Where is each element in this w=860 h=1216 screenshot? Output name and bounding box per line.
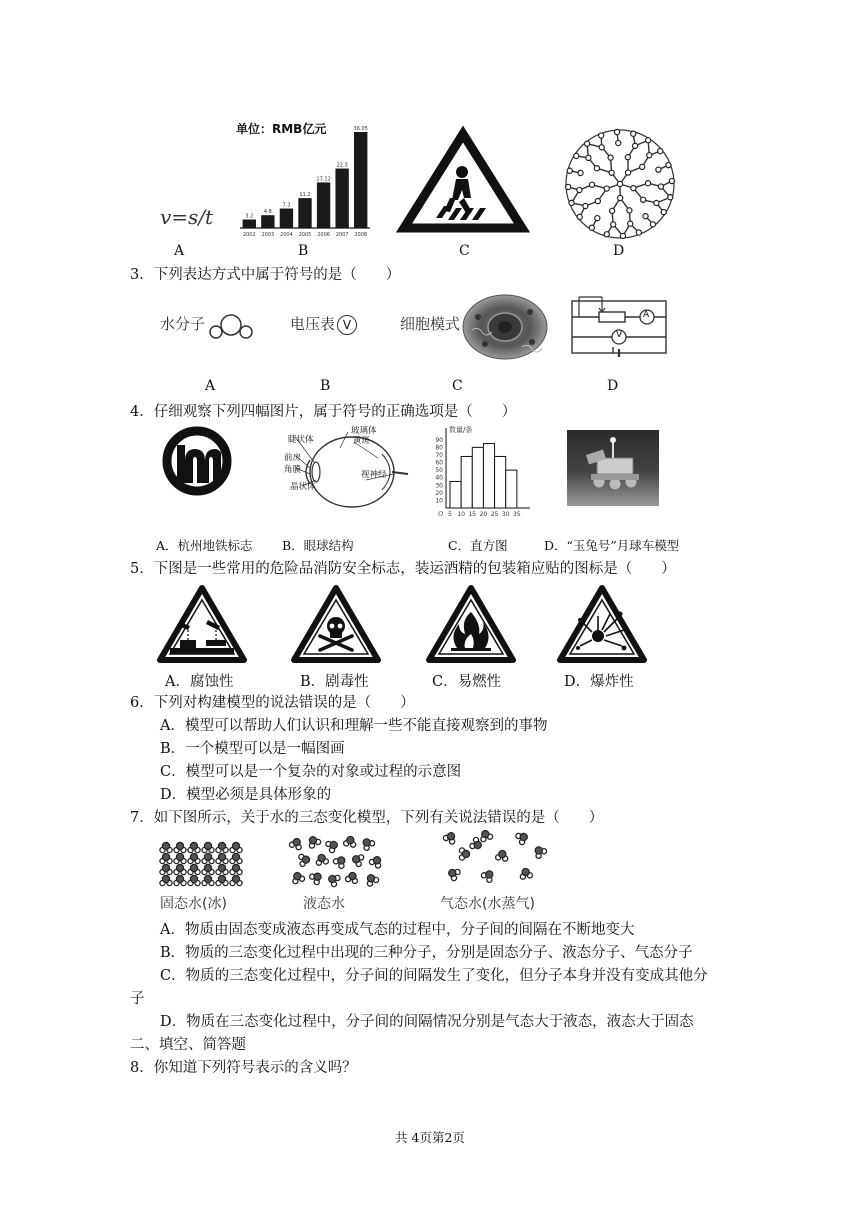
atom — [654, 200, 659, 205]
x-tick-15: 15 — [468, 511, 477, 518]
water-molecule — [160, 842, 172, 852]
atom — [636, 230, 641, 235]
oxygen-atom — [176, 875, 183, 882]
q7-option-b: B．物质的三态变化过程中出现的三种分子，分别是固态分子、液态分子、气态分子 — [160, 945, 693, 961]
water-molecule — [230, 864, 242, 874]
q6-title: 6．下列对构建模型的说法错误的是（ ） — [130, 695, 415, 711]
atom — [594, 166, 599, 171]
q4-title: 4．仔细观察下列四幅图片，属于符号的正确选项是（ ） — [130, 404, 517, 420]
atom — [616, 140, 621, 145]
water-molecule — [332, 854, 348, 870]
atom — [625, 155, 630, 160]
oxygen-atom — [204, 875, 211, 882]
eye-label-cornea: 角膜 — [284, 465, 302, 475]
oxygen-atom — [218, 842, 225, 849]
q3-label-c: C — [452, 378, 463, 394]
oxygen-atom — [204, 853, 211, 860]
q3-title: 3．下列表达方式中属于符号的是（ ） — [130, 267, 401, 283]
voltmeter-symbol — [337, 315, 357, 335]
atom — [641, 197, 646, 202]
cell-model-picture — [460, 292, 550, 362]
eye-label-vitreous: 玻璃体 — [351, 426, 377, 436]
atom — [668, 195, 673, 200]
water-molecule — [306, 834, 322, 849]
water-molecule — [351, 852, 365, 867]
water-molecule — [442, 830, 458, 845]
water-molecule — [298, 853, 310, 867]
water-molecule — [202, 842, 214, 852]
atom — [604, 232, 609, 237]
oxygen-atom — [190, 875, 197, 882]
eye-label-anterior-chamber: 前房 — [284, 453, 302, 463]
histogram — [424, 424, 534, 520]
atom — [614, 129, 619, 134]
water-molecule — [202, 853, 214, 863]
tick-label-2002: 2002 — [242, 232, 256, 238]
page-footer: 共 4页第2页 — [395, 1130, 465, 1145]
atom — [578, 170, 583, 175]
q3-label-b: B — [320, 378, 331, 394]
atom — [627, 208, 632, 213]
water-molecule — [345, 871, 359, 884]
atom — [618, 195, 623, 200]
water-molecule — [174, 875, 186, 885]
q2-figure-c-pedestrian-crossing-sign — [398, 128, 528, 238]
q8-title: 8．你知道下列符号表示的含义吗？ — [130, 1060, 357, 1076]
origin-label: O — [438, 511, 443, 518]
water-molecule-icon — [207, 314, 257, 340]
bar-2006 — [317, 182, 330, 228]
water-molecule-text: 水分子 — [160, 315, 206, 333]
atom — [643, 214, 648, 219]
chart-unit-label: 单位：RMB亿元 — [236, 122, 327, 136]
water-molecule — [289, 837, 304, 851]
atom — [585, 141, 590, 146]
data-label-2008: 36.05 — [353, 126, 368, 132]
atom — [574, 153, 579, 158]
yutu-rover-photo — [567, 430, 659, 506]
x-tick-30: 30 — [501, 511, 510, 518]
water-molecule — [174, 864, 186, 874]
tick-label-2007: 2007 — [335, 232, 349, 238]
eye-label-macula: 黄斑 — [353, 436, 371, 446]
water-molecule — [519, 867, 533, 879]
solid-water-label: 固态水(冰) — [160, 896, 227, 912]
water-molecule — [230, 875, 242, 885]
atom — [669, 178, 674, 183]
histogram-bar-5-10 — [450, 481, 461, 508]
water-molecule — [230, 842, 242, 852]
voltmeter-symbol-letter: V — [342, 318, 352, 332]
oxygen-atom — [218, 864, 225, 871]
bar-2007 — [335, 169, 348, 228]
oxygen-atom — [176, 842, 183, 849]
tick-label-2008: 2008 — [354, 232, 368, 238]
data-label-2007: 22.3 — [336, 162, 348, 169]
histogram-svg — [424, 424, 534, 520]
y-tick-60: 60 — [435, 459, 443, 467]
water-molecule — [160, 853, 172, 863]
tick-label-2003: 2003 — [261, 232, 275, 238]
q5-option-d: D．爆炸性 — [564, 674, 634, 690]
water-molecule — [459, 848, 469, 860]
oxygen-atom — [162, 875, 169, 882]
water-molecule — [202, 875, 214, 885]
tick-label-2006: 2006 — [317, 232, 330, 238]
oxygen-atom — [317, 854, 325, 862]
oxygen-atom — [162, 853, 169, 860]
q6-option-d: D．模型必须是具体形象的 — [160, 787, 332, 803]
q3-label-a: A — [205, 378, 216, 394]
water-molecule — [160, 875, 172, 885]
oxygen-atom — [232, 853, 239, 860]
oxygen-atom — [176, 853, 183, 860]
atom — [595, 198, 600, 203]
atom — [565, 184, 570, 189]
q4-option-d: D．“玉兔号”月球车模型 — [544, 538, 680, 553]
q6-option-a: A．模型可以帮助人们认识和理解一些不能直接观察到的事物 — [160, 718, 548, 734]
tick-label-2004: 2004 — [280, 232, 293, 238]
oxygen-atom — [462, 850, 469, 857]
ammeter-letter: A — [643, 310, 650, 320]
y-tick-90: 90 — [435, 436, 443, 444]
atom — [599, 133, 604, 138]
voltmeter-letter: V — [616, 330, 623, 340]
hangzhou-metro-logo — [161, 425, 233, 497]
water-molecule — [309, 870, 325, 886]
circuit-diagram — [569, 293, 669, 355]
histogram-bar-25-30 — [495, 456, 506, 508]
x-tick-10: 10 — [457, 511, 465, 518]
water-molecule — [216, 853, 228, 863]
oxygen-atom — [498, 850, 506, 858]
atom — [645, 181, 650, 186]
atom — [577, 187, 582, 192]
oxygen-atom — [218, 875, 225, 882]
data-label-2006: 17.12 — [316, 176, 331, 183]
atom — [617, 181, 622, 186]
q3-figure-a — [160, 313, 205, 334]
eye-label-lens: 晶状体 — [290, 482, 316, 492]
oxygen-atom — [232, 864, 239, 871]
data-label-2003: 4.8 — [263, 209, 272, 216]
q4-option-c: C．直方图 — [448, 538, 508, 553]
atom — [608, 155, 613, 160]
water-molecule — [216, 864, 228, 874]
bar-2003 — [261, 215, 274, 228]
atom — [620, 233, 625, 238]
q6-option-c: C．模型可以是一个复杂的对象或过程的示意图 — [160, 764, 462, 780]
q3-figure-c — [400, 313, 460, 334]
atom — [632, 143, 637, 148]
bar-2005 — [298, 198, 311, 228]
water-molecule — [230, 853, 242, 863]
water-molecule — [188, 853, 200, 863]
atom — [586, 155, 591, 160]
tick-label-2005: 2005 — [298, 232, 312, 238]
q2-label-b: B — [298, 243, 309, 259]
atom — [599, 145, 604, 150]
q5-title: 5．下图是一些常用的危险品消防安全标志，装运酒精的包装箱应贴的图标是（ ） — [130, 561, 676, 577]
data-label-2004: 7.3 — [282, 202, 291, 209]
x-tick-35: 35 — [513, 511, 521, 518]
atom — [658, 149, 663, 154]
voltmeter-text: 电压表 — [290, 315, 336, 333]
atom — [595, 216, 600, 221]
x-tick-20: 20 — [479, 511, 488, 518]
oxygen-atom — [162, 864, 169, 871]
y-tick-70: 70 — [435, 451, 443, 459]
q4-option-a: A．杭州地铁标志 — [156, 538, 253, 553]
gas-water-molecules — [440, 830, 550, 888]
water-molecule — [364, 872, 380, 887]
x-tick-25: 25 — [490, 511, 499, 518]
oxygen-atom — [204, 842, 211, 849]
histogram-bar-30-35 — [506, 470, 517, 508]
section-2-title: 二、填空、简答题 — [130, 1037, 246, 1053]
water-molecule — [315, 853, 329, 865]
water-molecule — [188, 842, 200, 852]
data-label-2005: 11.2 — [299, 192, 311, 199]
y-tick-30: 30 — [435, 482, 443, 490]
atom — [604, 186, 609, 191]
water-molecule — [325, 838, 340, 854]
water-molecule — [532, 844, 548, 860]
water-molecule — [188, 864, 200, 874]
water-molecule — [216, 842, 228, 852]
oxygen-atom — [232, 842, 239, 849]
q7-option-a: A．物质由固态变成液态再变成气态的过程中，分子间的间隔在不断地变大 — [160, 922, 635, 938]
q5-option-b: B．剧毒性 — [300, 674, 369, 690]
bar-2002 — [243, 219, 256, 228]
q7-option-c: C．物质的三态变化过程中，分子间的间隔发生了变化，但分子本身并没有变成其他分 — [160, 968, 708, 984]
y-tick-80: 80 — [435, 444, 443, 452]
water-molecule — [343, 835, 357, 847]
histogram-bar-20-25 — [483, 444, 494, 508]
oxygen-atom — [218, 853, 225, 860]
atom — [610, 208, 615, 213]
oxygen-atom — [204, 864, 211, 871]
q5-option-c: C．易燃性 — [432, 674, 502, 690]
q2-label-a: A — [174, 243, 185, 259]
gas-water-label: 气态水(水蒸气) — [440, 896, 535, 912]
water-molecule — [495, 849, 509, 861]
atom — [640, 164, 645, 169]
water-molecule — [515, 830, 530, 846]
water-molecule — [290, 871, 305, 885]
water-molecule — [326, 872, 341, 888]
oxygen-atom — [176, 864, 183, 871]
q7-option-d: D．物质在三态变化过程中，分子间的间隔情况分别是气态大于液态，液态大于固态 — [160, 1014, 694, 1030]
oxygen-atom — [232, 875, 239, 882]
oxygen-atom — [346, 836, 354, 844]
atom — [647, 153, 652, 158]
water-molecule — [478, 829, 493, 843]
water-molecule — [446, 866, 461, 882]
q7-option-c-continued: 子 — [130, 991, 145, 1007]
q5-option-a: A．腐蚀性 — [165, 674, 234, 690]
oxygen-atom — [521, 868, 529, 876]
flammable-sign — [425, 584, 517, 664]
solid-water-molecules — [158, 840, 248, 888]
atom — [583, 203, 588, 208]
water-molecule — [174, 842, 186, 852]
bar-2004 — [280, 209, 293, 228]
atom — [631, 131, 636, 136]
liquid-water-molecules — [286, 834, 386, 890]
histogram-bar-10-15 — [461, 456, 472, 508]
y-tick-50: 50 — [435, 467, 443, 475]
atom — [658, 184, 663, 189]
bar-2008 — [354, 132, 367, 228]
y-tick-20: 20 — [435, 489, 443, 497]
toxic-sign — [290, 584, 382, 664]
y-tick-40: 40 — [435, 474, 443, 482]
water-molecule — [216, 875, 228, 885]
q2-label-c: C — [459, 243, 470, 259]
liquid-water-label: 液态水 — [303, 896, 345, 912]
y-tick-10: 10 — [435, 497, 443, 505]
q2-figure-d-fullerene-model — [560, 124, 680, 244]
water-molecule — [480, 868, 496, 884]
oxygen-atom — [190, 842, 197, 849]
corrosive-sign — [156, 584, 248, 664]
water-molecule — [174, 853, 186, 863]
oxygen-atom — [190, 853, 197, 860]
q3-label-d: D — [607, 378, 619, 394]
atom — [589, 225, 594, 230]
atom — [631, 186, 636, 191]
histogram-bar-15-20 — [472, 447, 483, 508]
q6-option-b: B．一个模型可以是一幅图画 — [160, 741, 345, 757]
bar-chart-svg — [232, 118, 372, 240]
q2-figure-b-bar-chart — [232, 118, 372, 240]
oxygen-atom — [162, 842, 169, 849]
atom — [666, 163, 671, 168]
water-molecule — [188, 875, 200, 885]
atom — [577, 214, 582, 219]
atom — [569, 200, 574, 205]
atom — [656, 167, 661, 172]
water-molecule — [202, 864, 214, 874]
atom — [611, 222, 616, 227]
water-molecule — [360, 836, 376, 852]
eye-label-optic-nerve: 视神经 — [361, 470, 387, 480]
atom — [646, 138, 651, 143]
atom — [628, 221, 633, 226]
water-molecule — [368, 854, 384, 869]
oxygen-atom — [302, 855, 310, 863]
atom — [625, 170, 630, 175]
atom — [589, 182, 594, 187]
data-label-2002: 3.2 — [245, 213, 254, 220]
explosive-sign — [556, 584, 648, 664]
eye-label-ciliary-body: 睫状体 — [288, 435, 314, 445]
x-tick-5: 5 — [448, 511, 452, 518]
formula-text: v=s/t — [160, 205, 214, 229]
cell-model-text: 细胞模式 — [400, 315, 461, 333]
water-molecule — [160, 864, 172, 874]
q3-figure-b — [290, 313, 335, 334]
atom — [650, 222, 655, 227]
q4-option-b: B．眼球结构 — [282, 538, 354, 553]
atom — [661, 210, 666, 215]
q2-label-d: D — [613, 243, 625, 259]
histogram-ylabel: 数量/条 — [449, 426, 473, 434]
q2-figure-a — [160, 205, 213, 229]
q7-title: 7．如下图所示，关于水的三态变化模型，下列有关说法错误的是（ ） — [130, 810, 604, 826]
atom — [609, 170, 614, 175]
oxygen-atom — [190, 864, 197, 871]
atom — [567, 168, 572, 173]
